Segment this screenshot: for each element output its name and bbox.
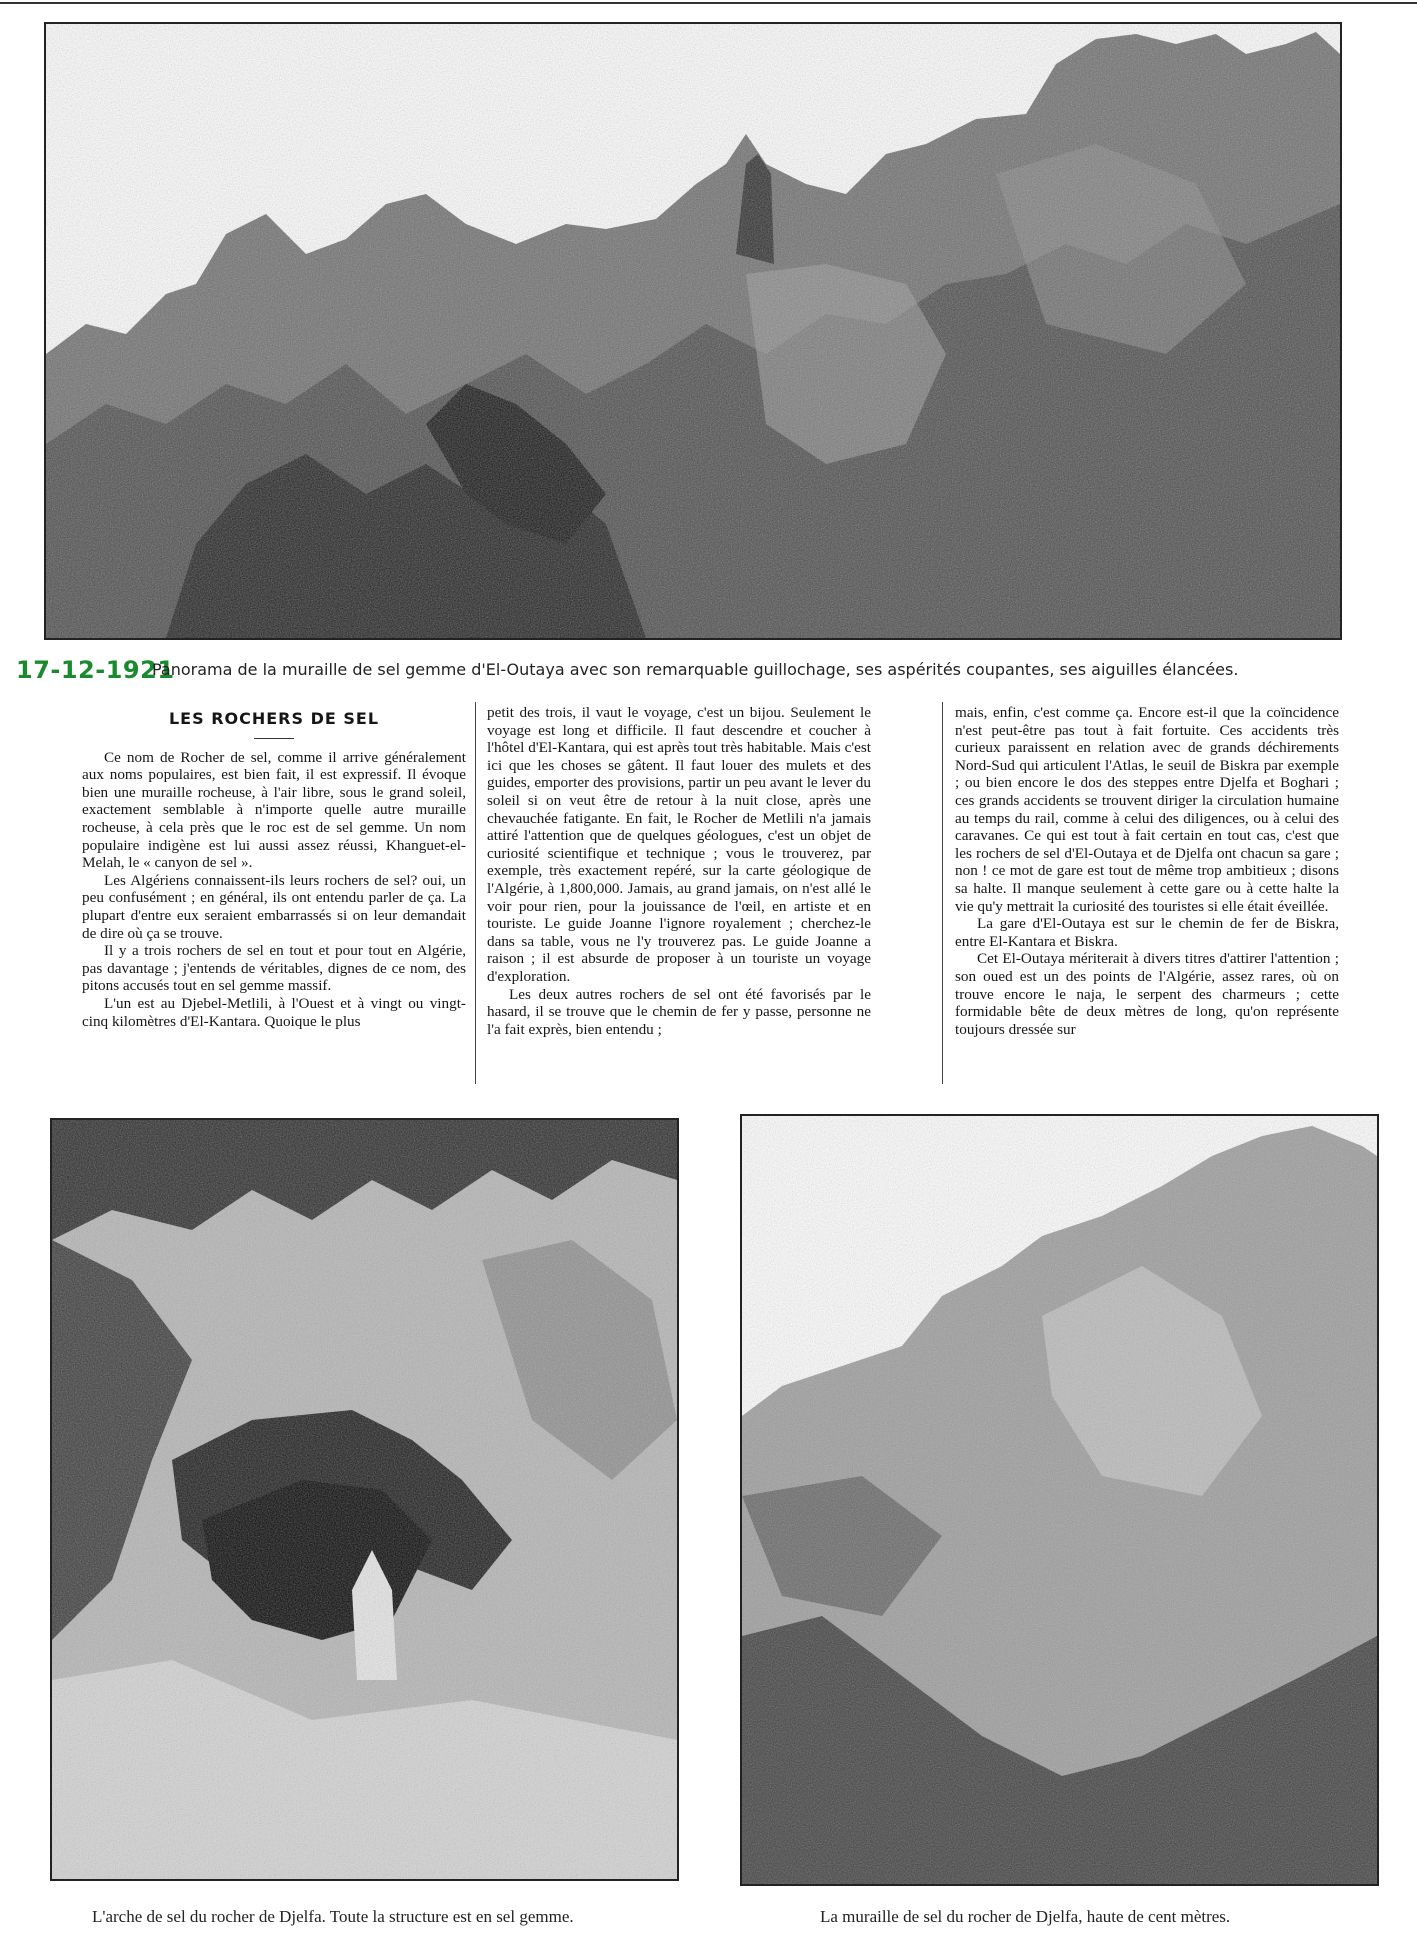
paragraph: L'un est au Djebel-Metlili, à l'Ouest et à vingt ou vingt-cinq kilomètres d'El-Kantara. Quoique le plus <box>82 994 466 1030</box>
paragraph: mais, enfin, c'est comme ça. Encore est-il que la coïncidence n'est peut-être pas tout à fait fortuite. Ces accidents très curieux paraissent en relation avec de grands déchirements Nord-Sud qui articulent l'Atlas, le seuil de Biskra par exemple ; ou bien encore le dos des steppes entre Djelfa et Boghari ; ces grands accidents se trouvent diriger la circulation humaine au temps du rail, comme à celui des diligences, ou à celui des caravanes. Ce qui est tout à fait certain en tout cas, c'est que les rochers de sel d'El-Outaya et de Djelfa ont chacun sa gare ; non ! ce mot de gare est tout de même trop ambitieux ; disons sa halte. Il manque seulement à cette gare ou à cette halte la vie qu'y mettrait la curiosité des touristes si elle était éveillée. <box>955 704 1339 915</box>
caption-salt-wall-djelfa: La muraille de sel du rocher de Djelfa, haute de cent mètres. <box>820 1907 1231 1926</box>
column-separator <box>942 702 943 1084</box>
photo-salt-wall-panorama <box>44 22 1342 640</box>
title-rule <box>254 738 294 739</box>
paragraph: Les deux autres rochers de sel ont été favorisés par le hasard, il se trouve que le chemin de fer y passe, personne ne l'a fait exprès, bien entendu ; <box>487 985 871 1038</box>
top-rule <box>0 2 1417 4</box>
column-separator <box>475 702 476 1084</box>
paragraph: petit des trois, il vaut le voyage, c'est un bijou. Seulement le voyage est long et difficile. Il faut descendre et coucher à l'hôtel d'El-Kantara, qui est après tout très habitable. Mais c'est ici que les choses se gâtent. Il faut louer des mulets et des guides, emporter des provisions, partir un peu avant le lever du soleil si on veut être de retour à la nuit close, après une chevauchée fatigante. En fait, le Rocher de Metlili n'a jamais attiré l'attention que de quelques géologues, c'est un objet de curiosité scientifique et technique ; vous le trouverez, par exemple, très exactement repéré, sur la carte géologique de l'Algérie, à 1,800,000. Jamais, au grand jamais, on n'est allé le voir pour rien, pour la jouissance de l'œil, en artiste et en touriste. Le guide Joanne l'ignore royalement ; cherchez-le dans sa table, vous ne l'y trouverez pas. Le guide Joanne a raison ; il est absurde de proposer à un touriste un voyage d'exploration. <box>487 704 871 985</box>
photo-salt-arch <box>50 1118 679 1881</box>
article-column-2 <box>487 704 871 1084</box>
caption-top-photo: Panorama de la muraille de sel gemme d'El-Outaya avec son remarquable guillochage, ses aspérités coupantes, ses aiguilles élancées. <box>152 660 1239 679</box>
paragraph: Les Algériens connaissent-ils leurs rochers de sel? oui, un peu confusément ; en général, ils ont entendu parler de ça. La plupart d'entre eux seraient embarrassés si on leur demandait de dire où ça se trouve. <box>82 871 466 942</box>
paragraph: Ce nom de Rocher de sel, comme il arrive généralement aux noms populaires, est bien fait, il est expressif. Il évoque bien une muraille rocheuse, à l'air libre, sous le grand soleil, exactement semblable à n'importe quelle autre muraille rocheuse, à cela près que le roc est de sel gemme. Un nom populaire indigène est lui aussi assez réussi, Khanguet-el-Melah, le « canyon de sel ». <box>82 748 466 872</box>
article-column-1 <box>82 704 466 1084</box>
caption-salt-arch: L'arche de sel du rocher de Djelfa. Toute la structure est en sel gemme. <box>92 1907 574 1926</box>
date-stamp: 17-12-1921 <box>16 656 175 684</box>
paragraph: La gare d'El-Outaya est sur le chemin de fer de Biskra, entre El-Kantara et Biskra. <box>955 915 1339 950</box>
paragraph: Cet El-Outaya mériterait à divers titres d'attirer l'attention ; son oued est un des points de l'Algérie, assez rares, où on trouve encore le naja, le serpent des charmeurs ; cette formidable bête de deux mètres de long, qu'on représente toujours dressée sur <box>955 950 1339 1038</box>
photo-salt-wall-djelfa <box>740 1114 1379 1886</box>
article-title: LES ROCHERS DE SEL <box>168 709 380 728</box>
article-column-3 <box>955 704 1339 1084</box>
paragraph: Il y a trois rochers de sel en tout et pour tout en Algérie, pas davantage ; j'entends de véritables, dignes de ce nom, des pitons accusés tout en sel gemme massif. <box>82 942 466 995</box>
